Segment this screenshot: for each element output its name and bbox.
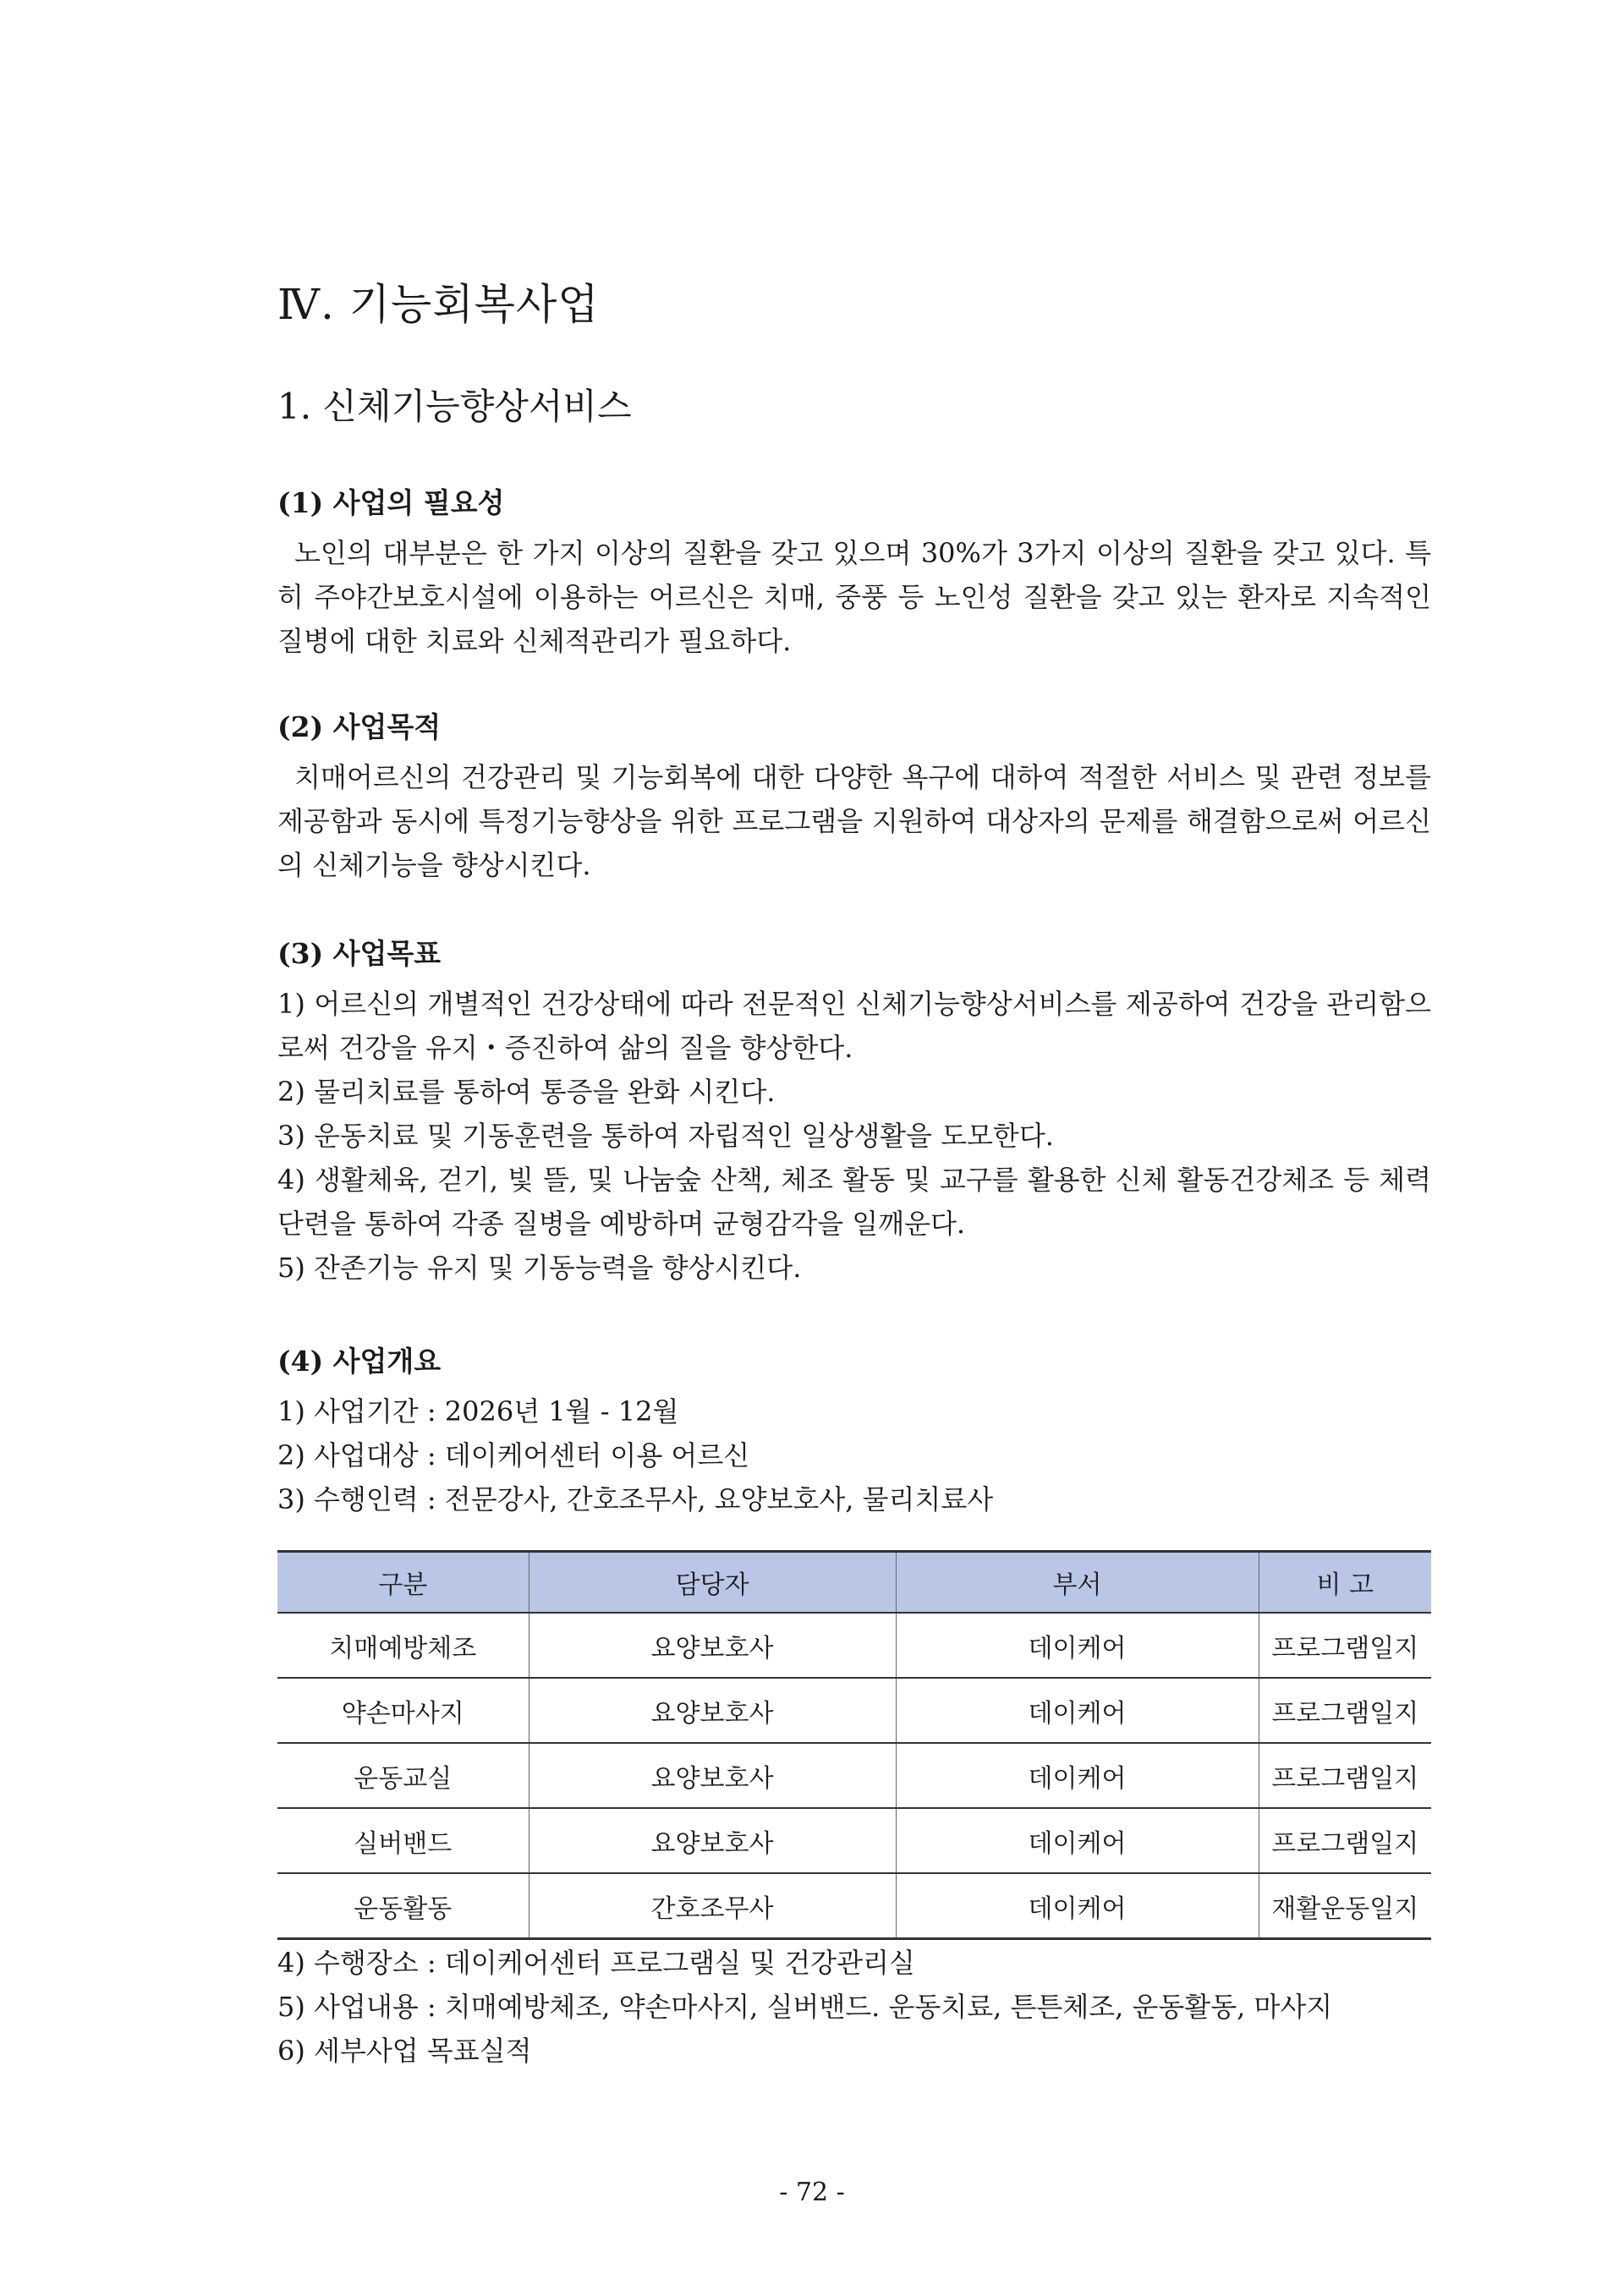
table-header-row (277, 1552, 1431, 1614)
goal-item-2: 2) 물리치료를 통하여 통증을 완화 시킨다. (277, 1076, 776, 1108)
table-cell: 요양보호사 (529, 1808, 896, 1873)
table-cell: 요양보호사 (529, 1678, 896, 1743)
goals-heading: (3) 사업목표 (277, 937, 442, 970)
table-cell: 재활운동일지 (1259, 1873, 1431, 1939)
table-cell: 데이케어 (896, 1873, 1259, 1939)
chapter-title: Ⅳ. 기능회복사업 (277, 280, 600, 329)
goals-section (277, 933, 1431, 1290)
table-row (277, 1873, 1431, 1939)
table-cell: 데이케어 (896, 1613, 1259, 1678)
overview-item-content: 5) 사업내용 : 치매예방체조, 약손마사지, 실버밴드. 운동치료, 튼튼체조, 운동활동, 마사지 (277, 1991, 1333, 2023)
table-cell: 프로그램일지 (1259, 1678, 1431, 1743)
table-cell: 운동활동 (277, 1873, 529, 1939)
table-cell: 프로그램일지 (1259, 1808, 1431, 1873)
table-cell: 프로그램일지 (1259, 1613, 1431, 1678)
purpose-text: 치매어르신의 건강관리 및 기능회복에 대한 다양한 욕구에 대하여 적절한 서비스 및 관련 정보를 제공함과 동시에 특정기능향상을 위한 프로그램을 지원하여 대상자의 문제를 해결함으로써 어르신의 신체기능을 향상시킨다. (277, 761, 1431, 881)
overview-item-target: 2) 사업대상 : 데이케어센터 이용 어르신 (277, 1439, 750, 1471)
purpose-heading: (2) 사업목적 (277, 710, 442, 743)
overview-continued (277, 1941, 1431, 2073)
table-cell: 데이케어 (896, 1743, 1259, 1808)
overview-item-staff: 3) 수행인력 : 전문강사, 간호조무사, 요양보호사, 물리치료사 (277, 1483, 994, 1515)
table-cell: 간호조무사 (529, 1873, 896, 1939)
table-header-cell: 구분 (277, 1552, 529, 1614)
table-header-cell: 비 고 (1259, 1552, 1431, 1614)
table-row (277, 1678, 1431, 1743)
necessity-section (277, 482, 1431, 663)
necessity-text: 노인의 대부분은 한 가지 이상의 질환을 갖고 있으며 30%가 3가지 이상의 질환을 갖고 있다. 특히 주야간보호시설에 이용하는 어르신은 치매, 중풍 등 노인성 질환을 갖고 있는 환자로 지속적인 질병에 대한 치료와 신체적관리가 필요하다. (277, 537, 1431, 657)
necessity-heading: (1) 사업의 필요성 (277, 486, 505, 519)
table-cell: 운동교실 (277, 1743, 529, 1808)
overview-section (277, 1340, 1431, 1521)
overview-item-goals: 6) 세부사업 목표실적 (277, 2035, 532, 2067)
goal-item-4: 4) 생활체육, 걷기, 빛 뜰, 및 나눔숲 산책, 체조 활동 및 교구를 활용한 신체 활동건강체조 등 체력단련을 통하여 각종 질병을 예방하며 균형감각을 일깨운다. (277, 1164, 1431, 1240)
staff-table (277, 1550, 1431, 1940)
table-header-cell: 담당자 (529, 1552, 896, 1614)
table-cell: 요양보호사 (529, 1743, 896, 1808)
overview-item-location: 4) 수행장소 : 데이케어센터 프로그램실 및 건강관리실 (277, 1947, 915, 1979)
table-cell: 데이케어 (896, 1808, 1259, 1873)
page-number: - 72 - (779, 2178, 845, 2207)
purpose-section (277, 706, 1431, 887)
goal-item-3: 3) 운동치료 및 기동훈련을 통하여 자립적인 일상생활을 도모한다. (277, 1120, 1054, 1152)
table-cell: 요양보호사 (529, 1613, 896, 1678)
table-row (277, 1613, 1431, 1678)
overview-heading: (4) 사업개요 (277, 1345, 442, 1378)
goal-item-1: 1) 어르신의 개별적인 건강상태에 따라 전문적인 신체기능향상서비스를 제공하여 건강을 관리함으로써 건강을 유지・증진하여 삶의 질을 향상한다. (277, 988, 1431, 1064)
table-cell: 실버밴드 (277, 1808, 529, 1873)
table-header-cell: 부서 (896, 1552, 1259, 1614)
table-cell: 약손마사지 (277, 1678, 529, 1743)
section-title: 1. 신체기능향상서비스 (277, 386, 632, 427)
table-row (277, 1743, 1431, 1808)
table-cell: 데이케어 (896, 1678, 1259, 1743)
table-cell: 프로그램일지 (1259, 1743, 1431, 1808)
goal-item-5: 5) 잔존기능 유지 및 기동능력을 향상시킨다. (277, 1252, 802, 1284)
table-cell: 치매예방체조 (277, 1613, 529, 1678)
table-row (277, 1808, 1431, 1873)
overview-item-period: 1) 사업기간 : 2026년 1월 - 12월 (277, 1395, 679, 1427)
